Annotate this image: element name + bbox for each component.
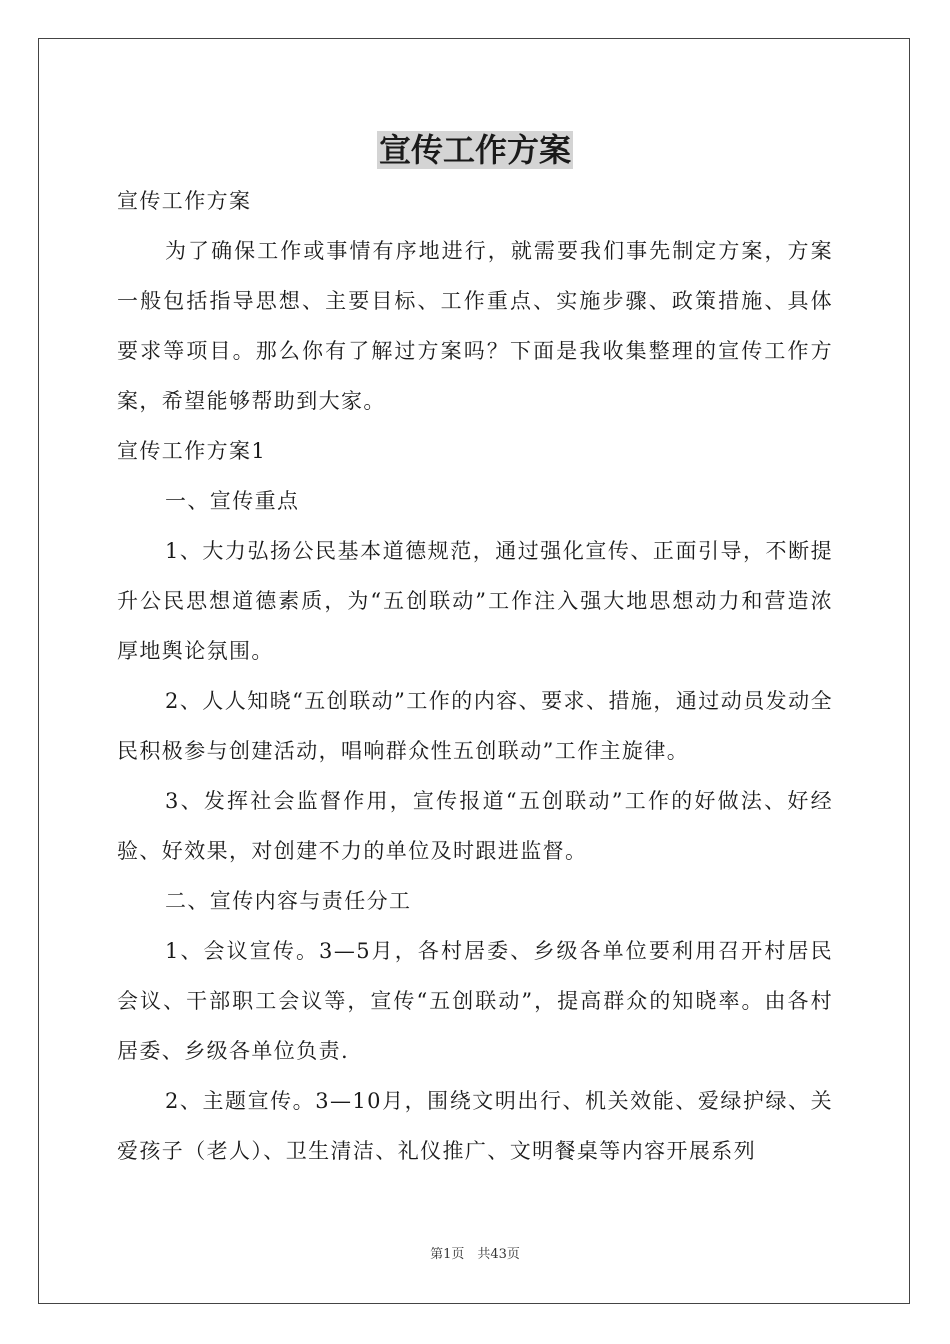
paragraph-focus-2: 2、人人知晓“五创联动”工作的内容、要求、措施，通过动员发动全民积极参与创建活动，唱响群众性五创联动”工作主旋律。 <box>117 689 833 763</box>
heading-content-division: 二、宣传内容与责任分工 <box>165 889 412 913</box>
document-body <box>117 176 833 1176</box>
paragraph-content-1: 1、会议宣传。3—5月，各村居委、乡级各单位要利用召开村居民会议、干部职工会议等，宣传“五创联动”，提高群众的知晓率。由各村居委、乡级各单位负责. <box>117 939 833 1063</box>
paragraph-focus-1: 1、大力弘扬公民基本道德规范，通过强化宣传、正面引导，不断提升公民思想道德素质，为“五创联动”工作注入强大地思想动力和营造浓厚地舆论氛围。 <box>117 539 833 663</box>
document-title <box>0 128 950 172</box>
heading-publicity-focus: 一、宣传重点 <box>165 489 300 513</box>
section-heading-plan-1: 宣传工作方案1 <box>117 439 267 463</box>
paragraph-focus-3: 3、发挥社会监督作用，宣传报道“五创联动”工作的好做法、好经验、好效果，对创建不力的单位及时跟进监督。 <box>117 789 833 863</box>
page-number-footer: 第1页 共43页 <box>430 1247 520 1262</box>
paragraph-subtitle: 宣传工作方案 <box>117 189 252 213</box>
paragraph-content-2: 2、主题宣传。3—10月，围绕文明出行、机关效能、爱绿护绿、关爱孩子（老人）、卫生清洁、礼仪推广、文明餐桌等内容开展系列 <box>117 1089 833 1163</box>
document-title-text: 宣传工作方案 <box>378 131 571 169</box>
paragraph-intro: 为了确保工作或事情有序地进行，就需要我们事先制定方案，方案一般包括指导思想、主要目标、工作重点、实施步骤、政策措施、具体要求等项目。那么你有了解过方案吗？下面是我收集整理的宣传工作方案，希望能够帮助到大家。 <box>117 239 833 413</box>
